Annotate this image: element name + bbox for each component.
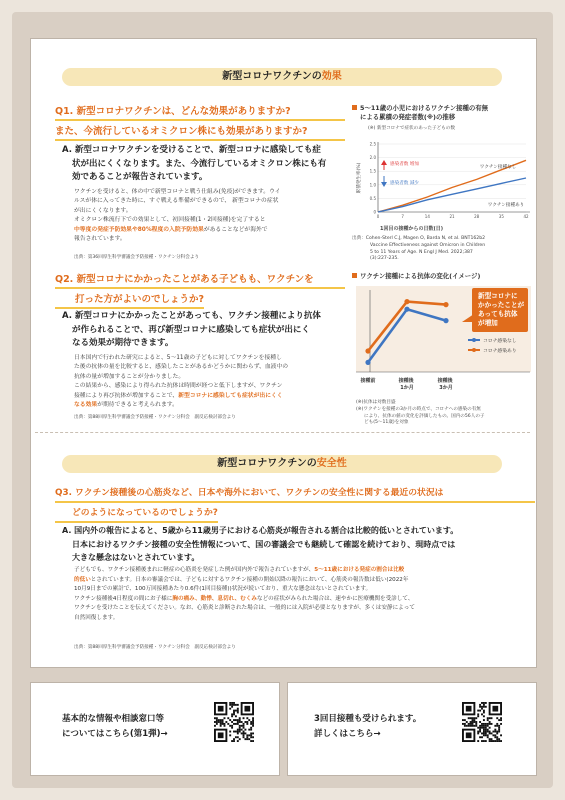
chart2-note: (※)ワクチンを接種の3か月の時点で、コロナへの感染の有無 — [356, 406, 481, 412]
chart1-xlabel: 1回目の接種からの日数(日) — [380, 226, 444, 232]
a3-body-line: 10月9日までの累計で、100万回接種あたり0.6件(1回目接種))状況が続いており、重大な懸念はないとされています。 — [74, 586, 372, 593]
chart1-note: (※) 新型コロナで症状のあった子どもの数 — [368, 126, 455, 131]
a2-answer — [62, 310, 342, 351]
chart1-ytick: 2.5 — [369, 141, 376, 147]
footer-left-line: 基本的な情報や相談窓口等 — [62, 714, 165, 724]
q1-line2: また、今流行しているオミクロン株にも効果がありますか? — [55, 124, 345, 141]
a1-answer — [62, 144, 337, 185]
arrow-up-icon — [381, 160, 387, 165]
a1-highlight: 中等度の発症予防効果や80%程度の入院予防効果 — [74, 226, 204, 233]
a2-body-line: 抗体の量が増加することが分かりました。 — [74, 373, 185, 380]
chart2-title-text: ワクチン接種による抗体の変化(イメージ) — [360, 272, 481, 280]
a1-line: A. 新型コロナワクチンを受けることで、新型コロナに感染しても症 — [62, 145, 321, 155]
a3-line: A. 国内外の報告によると、5歳から11歳男子における心筋炎が報告される割合は比較的低いとされています。 — [62, 526, 459, 535]
a1-body-line: が出にくくなります。 — [74, 207, 132, 214]
qr-code-icon[interactable] — [462, 702, 502, 742]
chart1-ytick: 1.0 — [369, 182, 376, 188]
chart2-point — [404, 299, 409, 304]
effect-section-title — [62, 68, 502, 86]
chart2-xtick: 接種後 1か月 — [398, 378, 414, 391]
chart2-legend-none: コロナ感染なし — [483, 339, 517, 344]
a1-body-line: があることなどが海外で — [203, 226, 268, 233]
chart2-notes — [356, 400, 536, 427]
q3-line1: Q3. ワクチン接種後の心筋炎など、日本や海外において、ワクチンの安全性に関する最近の状況は — [55, 486, 535, 503]
chart1-title-line2: による累積の発症者数(※)の推移 — [360, 113, 456, 121]
chart2-point — [365, 360, 370, 365]
a2-body — [74, 354, 344, 410]
a2-highlight: なる効果 — [74, 402, 98, 409]
qr-code-icon[interactable] — [214, 702, 254, 742]
chart1-ytick: 2.0 — [369, 155, 376, 161]
a3-highlight: 的低い — [74, 576, 91, 583]
footer-left-line: についてはこちら(第1弾)→ — [62, 729, 168, 739]
chart1-series-yes-label: ワクチン接種あり — [487, 203, 525, 208]
chart1-source — [352, 236, 532, 263]
a3-answer — [62, 524, 537, 565]
chart2-xtick: 接種後 3か月 — [437, 378, 453, 391]
chart1-xtick: 35 — [498, 214, 504, 219]
safety-title-text: 新型コロナワクチンの — [217, 458, 317, 469]
a1-source: 出典：第36回厚生科学審議会予防接種・ワクチン分科会より — [74, 255, 200, 260]
a3-line: 日本におけるワクチン接種の安全性情報について、国の審議会でも継続して確認を続けており、現時点では — [72, 539, 456, 549]
a2-body-line: た後の抗体の量を比較すると、感染したことがあるかどうかに関わらず、血液中の — [74, 364, 289, 371]
a1-body — [74, 188, 339, 244]
chart1-ytick: 1.5 — [369, 168, 376, 174]
a3-body-line: 子どもでも、ワクチン接種後まれに軽症の心筋炎を発症した例が国内外で報告されていますが、 — [74, 567, 315, 573]
q1-question — [55, 104, 345, 141]
arrow-down-icon — [381, 182, 387, 187]
q3-line2: どのようになっているのでしょうか? — [55, 506, 218, 523]
footer-left-text[interactable] — [62, 712, 168, 742]
chart1-source-line: Vaccine Effectiveness against Omicron in Children — [370, 242, 486, 248]
chart1-ytick: 0.5 — [369, 195, 376, 201]
a2-body-line: この結果から、感染により得られた抗体は時間が経つと低下しますが、ワクチン — [74, 383, 283, 390]
a3-body — [74, 566, 534, 624]
chart1-title-line1: 5～11歳の小児におけるワクチン接種の有無 — [360, 104, 489, 112]
footer-right-line: 3回目接種も受けられます。 — [314, 714, 422, 724]
q3-question — [55, 486, 535, 523]
a3-highlight: 胸の痛み、動悸、息切れ、むくみ — [172, 595, 257, 602]
q2-line2: 打った方がよいのでしょうか? — [55, 292, 204, 309]
a3-body-line: とされています。日本の審議会では、子どもに対するワクチン接種の開始以降の報告において、心筋炎の報告数は低い(2022年 — [90, 576, 409, 583]
safety-section-title — [62, 455, 502, 473]
chart2-point — [365, 348, 370, 353]
a2-highlight: 新型コロナに感染しても症状が出にくく — [178, 392, 283, 399]
a2-body-line: 接種により再び抗体が増加することで、 — [74, 392, 179, 399]
chart1-xtick: 0 — [376, 214, 380, 219]
chart2-title — [352, 272, 532, 281]
chart1-ytick: 0 — [373, 209, 376, 215]
a1-body-line: オミクロン株流行下での効果として、初回接種(1・2回接種)を完了すると — [74, 217, 266, 224]
a3-body-line: ワクチンを受けたことを伝えてください。なお、心筋炎と診断された場合は、一般的には入院が必要となりますが、多くは安静によって — [74, 605, 415, 612]
chart2-point — [443, 318, 448, 323]
a3-line: 大きな懸念はないとされています。 — [72, 553, 200, 562]
bullet-square-icon — [352, 105, 357, 110]
effect-title-text: 新型コロナワクチンの — [222, 71, 322, 82]
section-divider — [35, 432, 530, 433]
chart1-label-increase: 感染者数 増加 — [390, 162, 420, 167]
q2-question — [55, 272, 345, 309]
chart1-source-line: (3):227-235. — [370, 256, 399, 262]
footer-right-text[interactable] — [314, 712, 421, 742]
a1-line: 状が出にくくなります。また、今流行しているオミクロン株にも有 — [72, 158, 327, 169]
chart2-point — [443, 302, 448, 307]
safety-title-highlight: 安全性 — [316, 458, 347, 469]
chart1-title — [352, 104, 532, 122]
a2-line: なる効果が期待できます。 — [72, 338, 174, 348]
chart1-label-decrease: 感染者数 減少 — [390, 181, 420, 186]
a2-line: が作られることで、再び新型コロナに感染しても症状が出にく — [72, 324, 310, 335]
a2-body-line: 日本国内で行われた研究によると、5～11歳の子どもに対してワクチンを接種し — [74, 355, 282, 361]
chart2-note: により、抗体の値の変化を評価したもの。国内の56人の子 — [364, 413, 485, 419]
a2-source: 出典：第88回厚生科学審議会予防接種・ワクチン分科会 副反応検討部会より — [74, 415, 236, 420]
chart1-source-line: 出典：Cohen-Sterl C.J, Magen O, Barda N, et al. BNT162b2 — [352, 236, 486, 241]
a3-body-line: 自然回復します。 — [74, 614, 119, 621]
chart1-xtick: 14 — [424, 214, 430, 219]
chart1-xtick: 42 — [523, 214, 529, 219]
a3-source: 出典：第88回厚生科学審議会予防接種・ワクチン分科会 副反応検討部会より — [74, 645, 236, 650]
chart1-ylabel: 累積発生率(%) — [357, 162, 362, 194]
chart1-source-line: 5 to 11 Years of Age. N Engl J Med. 2022;387 — [370, 249, 473, 255]
chart1-xtick: 28 — [474, 214, 480, 219]
q1-line1: Q1. 新型コロナワクチンは、どんな効果がありますか? — [55, 104, 345, 121]
chart2-note: (※)抗体は対数目盛 — [356, 400, 396, 405]
chart1-series-none-label: ワクチン接種なし — [479, 165, 517, 170]
a3-highlight: 5～11歳における発症の割合は比較 — [314, 567, 405, 573]
q2-line1: Q2. 新型コロナにかかったことがある子どもも、ワクチンを — [55, 272, 345, 289]
chart2-svg — [350, 284, 535, 409]
a1-line: 効であることが報告されています。 — [72, 172, 208, 182]
chart2-callout: 新型コロナに かかったことが あっても抗体 が増加 — [478, 292, 525, 327]
a2-body-line: が期待できると考えられます。 — [97, 402, 178, 409]
bullet-square-icon — [352, 273, 357, 278]
a1-body-line: ワクチンを受けると、体の中で新型コロナと戦う仕組み(免疫)ができます。ウイ — [74, 189, 281, 195]
a3-body-line: などの症状がみられた場合は、速やかに医療機関を受診して、 — [256, 595, 414, 602]
chart2-note: ども(5～11歳)を対象 — [364, 420, 409, 426]
chart2-xtick: 接種前 — [360, 378, 376, 384]
effect-title-highlight: 効果 — [321, 71, 342, 82]
chart1-svg — [350, 134, 535, 226]
footer-right-line: 詳しくはこちら→ — [314, 729, 381, 739]
a1-body-line: 報告されています。 — [74, 236, 126, 243]
a1-body-line: ルスが体に入ってきた時に、すぐ戦える準備ができるので、 新型コロナの症状 — [74, 198, 279, 205]
a2-line: A. 新型コロナにかかったことがあっても、ワクチン接種により抗体 — [62, 311, 321, 321]
chart2-point — [404, 307, 409, 312]
chart2-legend-yes: コロナ感染あり — [483, 349, 517, 354]
chart1-xtick: 7 — [401, 214, 404, 219]
a3-body-line: ワクチン接種後4日程度の間にお子様に — [74, 595, 173, 602]
chart1-xtick: 21 — [449, 214, 455, 219]
